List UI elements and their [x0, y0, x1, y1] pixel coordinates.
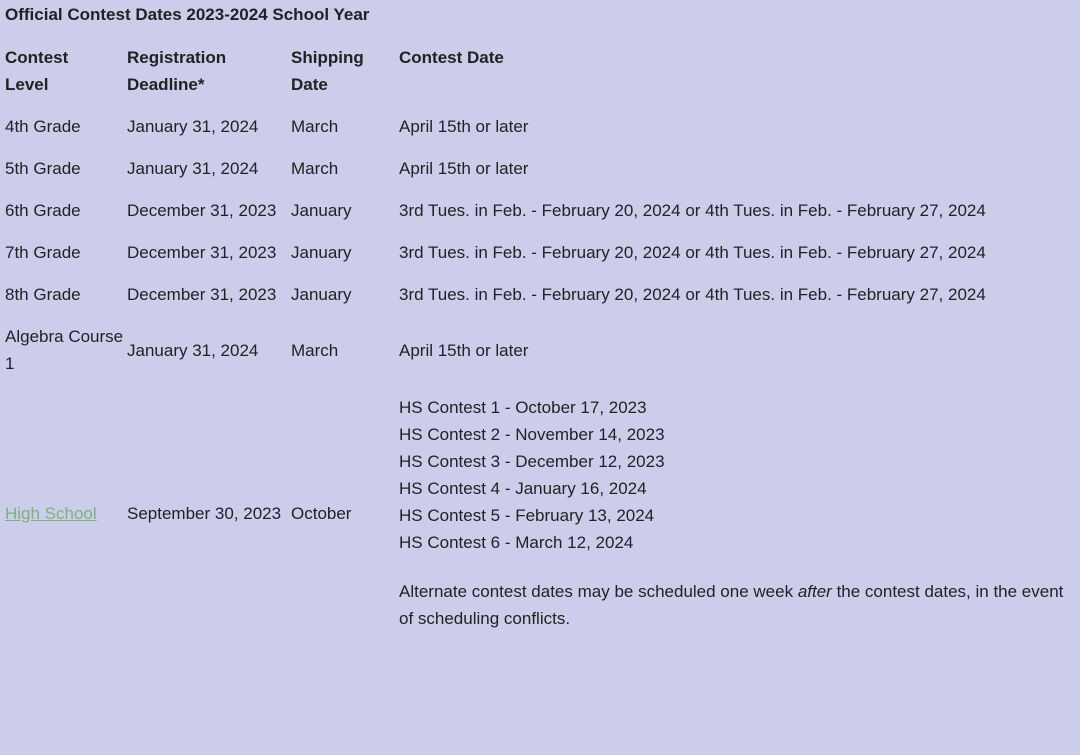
table-row [5, 155, 1080, 197]
high-school-link[interactable]: High School [5, 503, 97, 523]
cell-contest-date: April 15th or later [399, 117, 529, 136]
cell-level [5, 392, 127, 647]
table-row [5, 239, 1080, 281]
cell-registration: January 31, 2024 [127, 159, 259, 178]
table-row [5, 281, 1080, 323]
cell-contest-date: 3rd Tues. in Feb. - February 20, 2024 or 4th Tues. in Feb. - February 27, 2024 [399, 201, 986, 220]
header-contest-date: Contest Date [399, 48, 504, 67]
cell-shipping: January [291, 201, 352, 220]
table-row [5, 113, 1080, 155]
table-row-high-school [5, 392, 1080, 647]
header-contest-level [5, 44, 127, 113]
alternate-note-before: Alternate contest dates may be scheduled one week [399, 582, 798, 601]
cell-contest-date: 3rd Tues. in Feb. - February 20, 2024 or 4th Tues. in Feb. - February 27, 2024 [399, 243, 986, 262]
table-header-row [5, 44, 1080, 113]
list-item: HS Contest 1 - October 17, 2023 [399, 398, 647, 417]
list-item: HS Contest 4 - January 16, 2024 [399, 479, 647, 498]
header-shipping-line1: Shipping [291, 48, 364, 67]
cell-registration: December 31, 2023 [127, 201, 277, 220]
cell-shipping: January [291, 285, 352, 304]
list-item: HS Contest 6 - March 12, 2024 [399, 533, 634, 552]
cell-level: 7th Grade [5, 243, 81, 262]
cell-shipping: March [291, 340, 339, 360]
header-shipping-date [291, 44, 399, 113]
cell-shipping: October [291, 503, 352, 523]
page-title: Official Contest Dates 2023-2024 School Year [5, 5, 370, 24]
cell-registration: December 31, 2023 [127, 285, 277, 304]
header-registration-line2: Deadline* [127, 75, 205, 94]
header-contest-level-line1: Contest [5, 48, 69, 67]
list-item: HS Contest 3 - December 12, 2023 [399, 452, 665, 471]
cell-shipping: March [291, 159, 339, 178]
contest-dates-table [5, 44, 1080, 647]
header-contest-level-line2: Level [5, 75, 49, 94]
table-row [5, 323, 1080, 392]
cell-contest-date: 3rd Tues. in Feb. - February 20, 2024 or 4th Tues. in Feb. - February 27, 2024 [399, 285, 986, 304]
cell-registration: September 30, 2023 [127, 503, 282, 523]
cell-contest-date: April 15th or later [399, 159, 529, 178]
alternate-note-after: the contest dates, in the event of scheduling conflicts. [399, 582, 1064, 628]
table-row [5, 197, 1080, 239]
header-shipping-line2: Date [291, 75, 328, 94]
cell-shipping: March [291, 117, 339, 136]
header-registration-line1: Registration [127, 48, 227, 67]
cell-registration: January 31, 2024 [127, 117, 259, 136]
header-registration-deadline [127, 44, 291, 113]
alternate-note-emphasis: after [797, 582, 832, 601]
cell-level: 5th Grade [5, 159, 81, 178]
cell-contest-date [399, 392, 1080, 647]
alternate-dates-note [399, 578, 1069, 632]
cell-level: 6th Grade [5, 201, 81, 220]
cell-registration: January 31, 2024 [127, 340, 259, 360]
cell-contest-date: April 15th or later [399, 340, 529, 360]
list-item: HS Contest 2 - November 14, 2023 [399, 425, 665, 444]
cell-shipping: January [291, 243, 352, 262]
cell-level: Algebra Course 1 [5, 327, 124, 373]
cell-level: 8th Grade [5, 285, 81, 304]
cell-registration: December 31, 2023 [127, 243, 277, 262]
hs-contest-list [399, 394, 1080, 556]
cell-level: 4th Grade [5, 117, 81, 136]
list-item: HS Contest 5 - February 13, 2024 [399, 506, 655, 525]
